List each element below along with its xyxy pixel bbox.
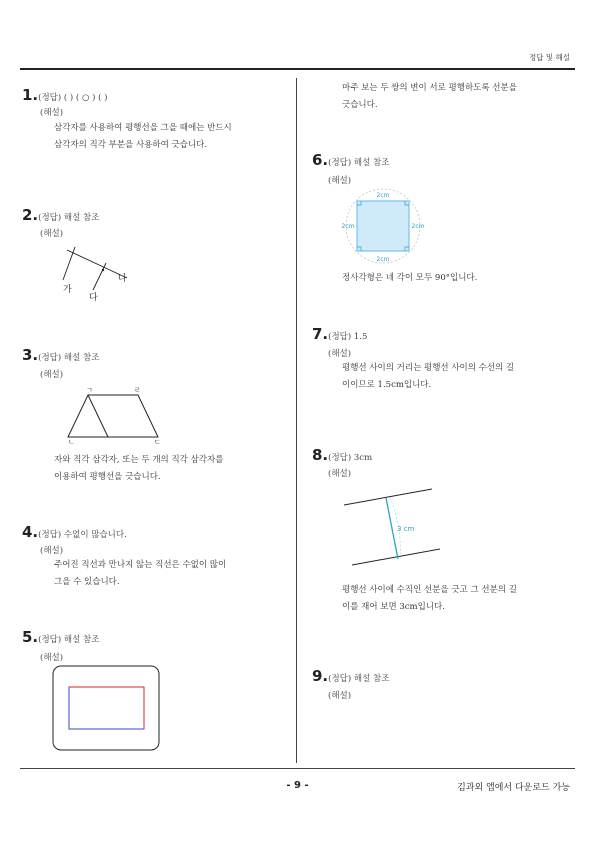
question-number: 8. <box>312 446 329 464</box>
question-6 <box>312 150 389 169</box>
label-nieun: ㄴ <box>68 438 75 445</box>
label-digeut: ㄷ <box>154 438 161 445</box>
footer-rule <box>20 768 575 769</box>
question-number: 4. <box>22 523 39 541</box>
question-number: 9. <box>312 667 329 685</box>
explanation-label: (해설) <box>328 349 352 359</box>
answer-text: (정답) 1.5 <box>328 332 368 342</box>
explanation-text: 정사각형은 네 각이 모두 90°입니다. <box>342 273 478 283</box>
answer-text: (정답) ( ) ( ○ ) ( ) <box>38 93 108 103</box>
header-title: 정답 및 해설 <box>529 53 570 62</box>
answer-text: (정답) 해설 참조 <box>38 213 100 223</box>
explanation-text: 삼각자를 사용하여 평행선을 그을 때에는 반드시 삼각자의 직각 부분을 사용하여 긋습니다. <box>54 123 232 150</box>
answer-text: (정답) 해설 참조 <box>38 635 100 645</box>
answer-text: (정답) 3cm <box>328 453 373 463</box>
explanation-label: (해설) <box>328 691 352 701</box>
parallel-line-top <box>344 489 432 505</box>
explanation-text: 주어진 직선과 만나지 않는 직선은 수없이 많이 그을 수 있습니다. <box>54 560 227 587</box>
question-7 <box>312 324 367 343</box>
question-number: 6. <box>312 151 329 169</box>
column-divider <box>296 78 297 763</box>
question-9 <box>312 666 389 685</box>
label-bottom: 2cm <box>376 256 390 263</box>
figure-square <box>335 188 425 266</box>
question-2 <box>22 205 99 224</box>
label-na: 나 <box>118 274 127 284</box>
question-number: 7. <box>312 325 329 343</box>
page-number: - 9 - <box>286 780 309 791</box>
explanation-text-continued: 마주 보는 두 쌍의 변이 서로 평행하도록 선분을 긋습니다. <box>342 83 517 110</box>
explanation-label: (해설) <box>40 108 64 118</box>
figure-trapezoid <box>60 385 170 445</box>
question-number: 1. <box>22 86 39 104</box>
explanation-text: 평행선 사이의 거리는 평행선 사이의 수선의 길 이이므로 1.5cm입니다. <box>342 363 515 390</box>
label-giyeok: ㄱ <box>86 386 93 394</box>
question-4 <box>22 522 127 541</box>
explanation-label: (해설) <box>328 469 352 479</box>
answer-text: (정답) 해설 참조 <box>328 674 390 684</box>
explanation-label: (해설) <box>40 229 64 239</box>
question-1 <box>22 85 107 104</box>
question-8 <box>312 445 372 464</box>
label-rieul: ㄹ <box>134 386 141 394</box>
label-da: 다 <box>89 293 98 303</box>
explanation-text: 평행선 사이에 수직인 선분을 긋고 그 선분의 길 이를 재어 보면 3cm입니다. <box>342 585 517 612</box>
answer-text: (정답) 해설 참조 <box>328 158 390 168</box>
explanation-label: (해설) <box>40 653 64 663</box>
label-ga: 가 <box>63 285 72 295</box>
label-left: 2cm <box>341 223 355 230</box>
question-3 <box>22 345 99 364</box>
question-number: 2. <box>22 206 39 224</box>
explanation-label: (해설) <box>328 176 352 186</box>
label-right: 2cm <box>411 223 425 230</box>
distance-label: 3 cm <box>397 525 415 533</box>
figure-rectangles <box>52 665 162 753</box>
question-number: 5. <box>22 628 39 646</box>
question-5 <box>22 627 99 646</box>
figure-parallel-distance <box>340 485 440 570</box>
footer-source: 김과외 앱에서 다운로드 가능 <box>457 783 570 793</box>
rect-red <box>69 687 144 729</box>
figure-parallel-lines <box>55 245 145 305</box>
explanation-label: (해설) <box>40 370 64 380</box>
header-rule <box>20 68 575 70</box>
label-top: 2cm <box>376 192 390 199</box>
explanation-text: 자와 직각 삼각자, 또는 두 개의 직각 삼각자를 이용하여 평행선을 긋습니다. <box>54 455 224 482</box>
square-shape <box>357 201 409 251</box>
answer-text: (정답) 수없이 많습니다. <box>38 530 127 540</box>
question-number: 3. <box>22 346 39 364</box>
explanation-label: (해설) <box>40 546 64 556</box>
answer-text: (정답) 해설 참조 <box>38 353 100 363</box>
rect-blue <box>69 687 144 729</box>
